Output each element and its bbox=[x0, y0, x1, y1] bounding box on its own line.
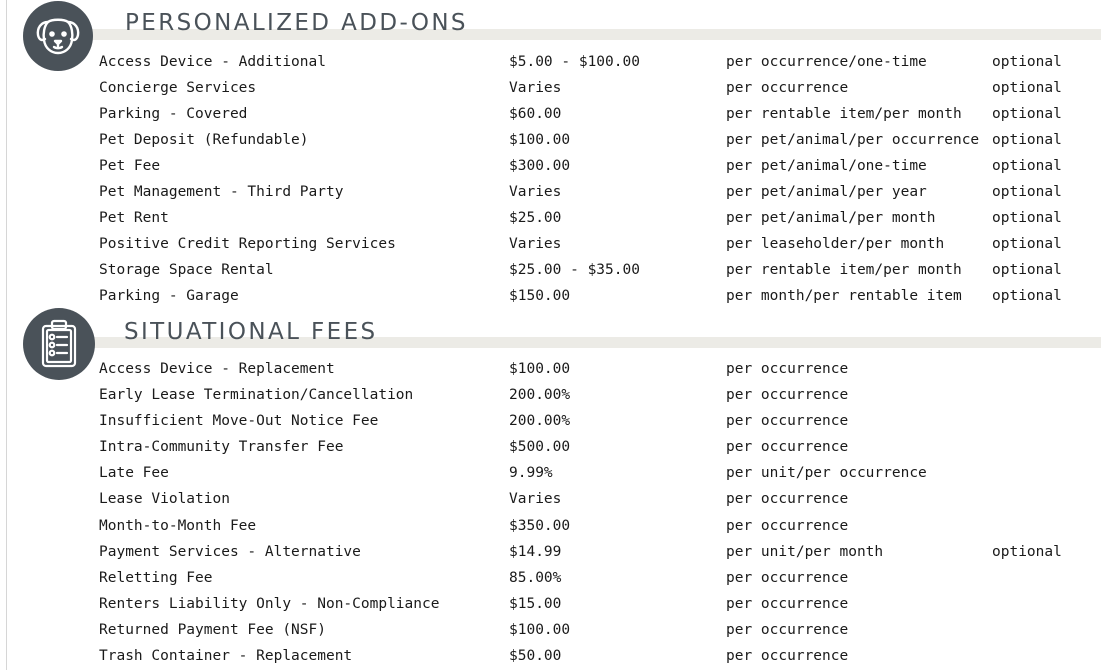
table-row bbox=[99, 75, 1089, 101]
fee-frequency: per pet/animal/per year bbox=[726, 184, 927, 200]
table-row bbox=[99, 127, 1089, 153]
fee-amount: $60.00 bbox=[509, 106, 562, 122]
fee-name: Access Device - Additional bbox=[99, 54, 326, 70]
fee-name: Intra-Community Transfer Fee bbox=[99, 439, 344, 456]
table-row bbox=[99, 434, 1089, 460]
fee-frequency: per month/per rentable item bbox=[726, 288, 962, 304]
table-row bbox=[99, 539, 1089, 565]
fee-status: optional bbox=[992, 543, 1062, 560]
fee-amount: 9.99% bbox=[509, 465, 553, 482]
fee-name: Payment Services - Alternative bbox=[99, 543, 361, 560]
fee-frequency: per occurrence bbox=[726, 387, 849, 404]
fee-frequency: per occurrence bbox=[726, 517, 849, 534]
fee-frequency: per occurrence bbox=[726, 361, 849, 377]
fee-frequency: per occurrence/one-time bbox=[726, 54, 927, 70]
table-row bbox=[99, 49, 1089, 75]
fee-name: Returned Payment Fee (NSF) bbox=[99, 621, 326, 638]
fee-amount: $25.00 - $35.00 bbox=[509, 262, 640, 278]
fee-frequency: per pet/animal/one-time bbox=[726, 158, 927, 174]
fee-frequency: per rentable item/per month bbox=[726, 106, 962, 122]
fee-name: Parking - Garage bbox=[99, 288, 239, 304]
fee-name: Early Lease Termination/Cancellation bbox=[99, 387, 414, 404]
table-row bbox=[99, 382, 1089, 408]
fee-list bbox=[99, 49, 1089, 309]
fee-name: Positive Credit Reporting Services bbox=[99, 236, 396, 252]
fee-amount: $500.00 bbox=[509, 439, 571, 456]
table-row bbox=[99, 356, 1089, 382]
fee-name: Lease Violation bbox=[99, 491, 230, 508]
fee-status: optional bbox=[992, 236, 1062, 252]
dog-icon bbox=[23, 1, 93, 71]
fee-name: Renters Liability Only - Non-Compliance bbox=[99, 595, 440, 612]
fee-name: Concierge Services bbox=[99, 80, 257, 96]
fee-status: optional bbox=[992, 262, 1062, 278]
fee-frequency: per pet/animal/per month bbox=[726, 210, 936, 226]
table-row bbox=[99, 205, 1089, 231]
fee-frequency: per pet/animal/per occurrence bbox=[726, 132, 980, 148]
fee-name: Reletting Fee bbox=[99, 569, 213, 586]
fee-name: Late Fee bbox=[99, 465, 169, 482]
fee-amount: 200.00% bbox=[509, 387, 571, 404]
fee-status: optional bbox=[992, 80, 1062, 96]
fee-amount: Varies bbox=[509, 491, 562, 508]
fee-status: optional bbox=[992, 158, 1062, 174]
fee-frequency: per occurrence bbox=[726, 569, 849, 586]
table-row bbox=[99, 486, 1089, 512]
fee-status: optional bbox=[992, 132, 1062, 148]
fee-frequency: per leaseholder/per month bbox=[726, 236, 945, 252]
fee-frequency: per occurrence bbox=[726, 621, 849, 638]
fee-frequency: per unit/per month bbox=[726, 543, 884, 560]
fee-name: Pet Deposit (Refundable) bbox=[99, 132, 309, 148]
page-left-border bbox=[6, 0, 7, 670]
fee-name: Month-to-Month Fee bbox=[99, 517, 257, 534]
table-row bbox=[99, 153, 1089, 179]
fee-status: optional bbox=[992, 106, 1062, 122]
fee-frequency: per occurrence bbox=[726, 648, 849, 665]
table-row bbox=[99, 591, 1089, 617]
fee-amount: $300.00 bbox=[509, 158, 571, 174]
fee-amount: $150.00 bbox=[509, 288, 571, 304]
fee-status: optional bbox=[992, 288, 1062, 304]
fee-amount: $100.00 bbox=[509, 132, 571, 148]
fee-name: Storage Space Rental bbox=[99, 262, 274, 278]
fee-frequency: per unit/per occurrence bbox=[726, 465, 927, 482]
table-row bbox=[99, 513, 1089, 539]
fee-name: Insufficient Move-Out Notice Fee bbox=[99, 413, 379, 430]
section-title: PERSONALIZED ADD-ONS bbox=[125, 10, 468, 36]
table-row bbox=[99, 231, 1089, 257]
fee-amount: $100.00 bbox=[509, 621, 571, 638]
fee-status: optional bbox=[992, 184, 1062, 200]
fee-name: Trash Container - Replacement bbox=[99, 648, 353, 665]
fee-frequency: per rentable item/per month bbox=[726, 262, 962, 278]
fee-amount: Varies bbox=[509, 80, 562, 96]
fee-amount: $350.00 bbox=[509, 517, 571, 534]
table-row bbox=[99, 101, 1089, 127]
fee-frequency: per occurrence bbox=[726, 595, 849, 612]
fee-amount: 200.00% bbox=[509, 413, 571, 430]
fee-frequency: per occurrence bbox=[726, 491, 849, 508]
table-row bbox=[99, 257, 1089, 283]
table-row bbox=[99, 643, 1089, 669]
fee-status: optional bbox=[992, 210, 1062, 226]
fee-amount: $50.00 bbox=[509, 648, 562, 665]
fee-amount: $5.00 - $100.00 bbox=[509, 54, 640, 70]
fee-amount: Varies bbox=[509, 236, 562, 252]
fee-amount: 85.00% bbox=[509, 569, 562, 586]
fee-name: Pet Fee bbox=[99, 158, 161, 174]
fee-amount: $14.99 bbox=[509, 543, 562, 560]
fee-name: Access Device - Replacement bbox=[99, 361, 335, 377]
fee-name: Pet Rent bbox=[99, 210, 169, 226]
table-row bbox=[99, 565, 1089, 591]
section-title: SITUATIONAL FEES bbox=[124, 319, 378, 345]
fee-amount: $100.00 bbox=[509, 361, 571, 377]
fee-status: optional bbox=[992, 54, 1062, 70]
table-row bbox=[99, 283, 1089, 309]
fee-amount: $25.00 bbox=[509, 210, 562, 226]
table-row bbox=[99, 179, 1089, 205]
fee-name: Parking - Covered bbox=[99, 106, 248, 122]
fee-name: Pet Management - Third Party bbox=[99, 184, 344, 200]
fee-frequency: per occurrence bbox=[726, 80, 849, 96]
fee-frequency: per occurrence bbox=[726, 413, 849, 430]
clipboard-checklist-icon bbox=[23, 308, 95, 380]
fee-frequency: per occurrence bbox=[726, 439, 849, 456]
table-row bbox=[99, 460, 1089, 486]
table-row bbox=[99, 617, 1089, 643]
fee-amount: Varies bbox=[509, 184, 562, 200]
fee-amount: $15.00 bbox=[509, 595, 562, 612]
fee-list bbox=[99, 356, 1089, 669]
table-row bbox=[99, 408, 1089, 434]
